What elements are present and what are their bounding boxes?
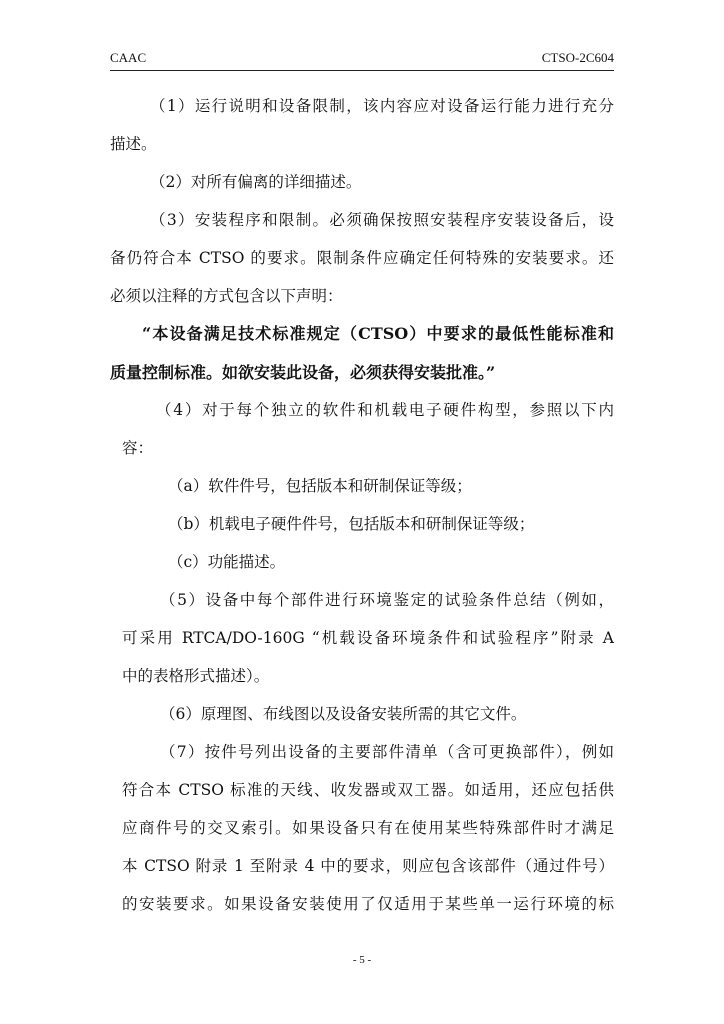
header-rule xyxy=(110,70,614,71)
statement-line: 质量控制标准。如欲安装此设备，必须获得安装批准。” xyxy=(110,363,496,382)
page-number: - 5 - xyxy=(352,954,372,966)
paragraph-line: （1）运行说明和设备限制，该内容应对设备运行能力进行充分 xyxy=(150,97,614,115)
list-item: （c）功能描述。 xyxy=(168,553,286,571)
paragraph-line: 符合本 CTSO 标准的天线、收发器或双工器。如适用，还应包括供 xyxy=(122,781,614,799)
statement-line: “本设备满足技术标准规定（CTSO）中要求的最低性能标准和 xyxy=(142,324,614,343)
paragraph-line: （7）按件号列出设备的主要部件清单（含可更换部件），例如 xyxy=(160,743,614,761)
paragraph-line: 本 CTSO 附录 1 至附录 4 中的要求，则应包含该部件（通过件号） xyxy=(122,857,614,875)
paragraph-line: 容： xyxy=(122,439,154,457)
header-doc-id: CTSO-2C604 xyxy=(541,50,614,65)
paragraph-line: （6）原理图、布线图以及设备安装所需的其它文件。 xyxy=(160,705,527,723)
header-org: CAAC xyxy=(110,50,147,65)
paragraph-line: （4）对于每个独立的软件和机载电子硬件构型，参照以下内 xyxy=(156,401,614,419)
paragraph-line: 备仍符合本 CTSO 的要求。限制条件应确定任何特殊的安装要求。还 xyxy=(110,249,614,267)
paragraph-line: 描述。 xyxy=(110,135,157,153)
paragraph-line: 应商件号的交叉索引。如果设备只有在使用某些特殊部件时才满足 xyxy=(122,819,614,837)
paragraph-line: （3）安装程序和限制。必须确保按照安装程序安装设备后，设 xyxy=(150,211,614,229)
list-item: （a）软件件号，包括版本和研制保证等级； xyxy=(168,477,472,495)
page-header xyxy=(110,50,614,68)
list-item: （b）机载电子硬件件号，包括版本和研制保证等级； xyxy=(168,515,535,533)
paragraph-line: （5）设备中每个部件进行环境鉴定的试验条件总结（例如， xyxy=(160,591,614,609)
paragraph-line: 必须以注释的方式包含以下声明： xyxy=(110,287,343,305)
paragraph-line: 可采用 RTCA/DO-160G “机载设备环境条件和试验程序”附录 A xyxy=(122,629,614,647)
paragraph-line: （2）对所有偏离的详细描述。 xyxy=(150,173,362,191)
paragraph-line: 的安装要求。如果设备安装使用了仅适用于某些单一运行环境的标 xyxy=(122,895,614,913)
paragraph-line: 中的表格形式描述）。 xyxy=(122,667,270,685)
